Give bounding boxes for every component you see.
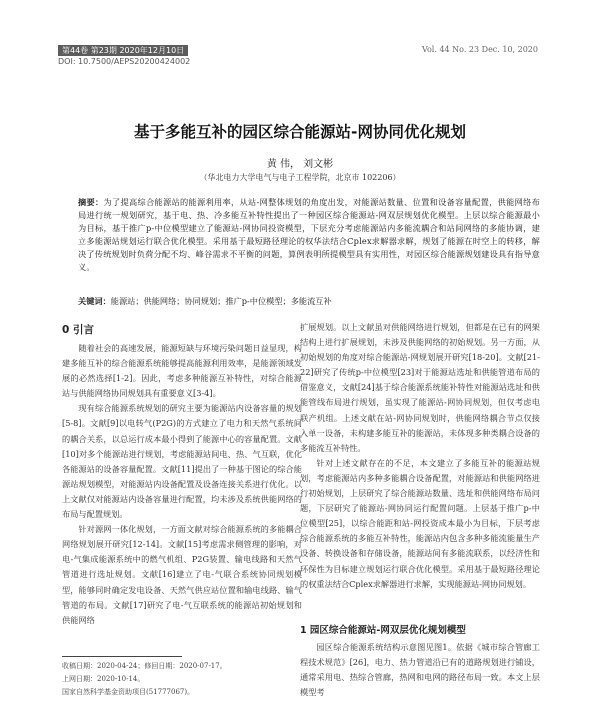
affiliation: （华北电力大学电气与电子工程学院，北京市 102206）	[199, 173, 401, 182]
abstract-text: 为了提高综合能源站的能源利用率，从站-网整体规划的角度出发，对能源站数量、位置和设备容量配置，供能网络布局进行统一规划研究，基于电、热、冷多能互补特性提出了一种园区综合能源站-网双层规划优化模型。上层以综合能源最小为目标，基于推广p-中位模型建立了能源站-网协同投资模型，下层充分考虑能源站内多能流耦合和站间网络的多能协调，建立多能源站规划运行联合优化模型。采用基于最短路径理论的权华法结合Cplex求解器求解，规划了能源在时空上的转移，解决了传统规划时负荷分配不均、峰谷需求不平衡的问题，算例表明所提模型具有实用性，对园区综合能源规划建设具有指导意义。	[78, 197, 541, 272]
journal-header	[58, 45, 190, 67]
right-column	[300, 320, 540, 592]
paper-title: 基于多能互补的园区综合能源站-网协同优化规划	[134, 123, 466, 141]
section-1-body	[300, 640, 540, 700]
left-column	[62, 341, 302, 628]
paragraph: 针对源网一体化规划，一方面文献对综合能源系统的多能耦合网络规划展开研究[12-14]。文献[15]考虑需求侧管理的影响，对电-气集成能源系统中的燃气机组、P2G装置、输电线路和天然气管道进行选址规划。文献[16]建立了电-气联合系统协同规划模型，能够同时确定发电设备、天然气供应站位置和输电线路、输气管道的布局。文献[17]研究了电-气互联系统的能源站初始规划和供能网络	[62, 524, 302, 625]
paragraph: 扩展规划。以上文献虽对供能网络进行规划，但都是在已有的网架结构上进行扩展规划，未涉及供能网络的初始规划。另一方面，从初始规划的角度对综合能源站-网规划展开研究[18-20]。文献[21-22]研究了传统p-中位模型[23]对于能源站选址和供能管道布局的借鉴意义，文献[24]基于综合能源系统能补特性对能源站选址和供能管线布局进行规划，虽实现了能源站-网协同规划，但仅考虑电联产机组。上述文献在站-网协同规划时，供能网络耦合节点仅接入单一设备，未构建多能互补的能源站，未体现多种类耦合设备的多能流互补特性。	[300, 322, 540, 453]
abstract	[78, 196, 540, 274]
footnote-online: 上网日期：2020-10-14。	[62, 675, 145, 683]
volume-info: Vol. 44 No. 23 Dec. 10, 2020	[421, 45, 538, 54]
footnote-received: 收稿日期：2020-04-24；修回日期：2020-07-17。	[62, 662, 227, 670]
issue-badge: 第44卷 第23期 2020年12月10日	[58, 45, 188, 56]
paragraph: 园区综合能源系统结构示意图见图1。依据《城市综合管廊工程技术规范》[26]，电力、热力管道沿已有的道路规划进行铺设，通常采用电、热综合管廊，热网和电网的路径布局一致。本文上层模型考	[300, 642, 540, 698]
paragraph: 随着社会的高速发展，能源短缺与环境污染问题日益显现，构建多能互补的综合能源系统能够提高能源利用效率，是能源领域发展的必然选择[1-2]。因此，考虑多种能源互补特性，对综合能源站与供能网络协同规划具有重要意义[3-4]。	[62, 343, 302, 399]
abstract-label: 摘要：	[78, 197, 104, 207]
section-1-heading: 1 园区综合能源站-网双层优化规划模型	[300, 625, 466, 636]
intro-heading: 0 引言	[62, 324, 94, 336]
paragraph: 针对上述文献存在的不足，本文建立了多能互补的能源站规划，考虑能源站内多种多能耦合设备配置，对能源站和供能网络进行初始规划，上层研究了综合能源站数量、选址和供能网络布局问题，下层研究了能源站-网协同运行配置问题。上层基于推广p-中位模型[25]，以综合能距和站-网投资成本最小为目标，下层考虑综合能源系统的多能互补特性，能源站内包含多种多能流能量生产设备、转换设备和存储设备，能源站间有多能流联系，以经济性和环保性为目标建立规划运行联合优化模型。采用基于最短路径理论的权重法结合Cplex求解器进行求解，实现能源站-网协同规划。	[300, 457, 540, 589]
paragraph: 现有综合能源系统规划的研究主要为能源站内设备容量的规划[5-8]。文献[9]以电转气(P2G)的方式建立了电力和天然气系统间的耦合关系，以总运行成本最小得到了能源中心的容量配置。文献[10]对多个能源站进行规划，考虑能源站间电、热、气互联，优化各能源站的设备容量配置。文献[11]提出了一种基于图论的综合能源站规划模型，对能源站内设备配置及设备连接关系进行优化。以上文献仅对能源站内设备容量进行配置，均未涉及系统供能网络的布局与配置规划。	[62, 403, 302, 520]
footnote-divider	[62, 656, 182, 657]
keywords	[78, 295, 540, 308]
keywords-text: 能源站；供能网络；协同规划；推广p-中位模型；多能流互补	[110, 296, 332, 306]
footnote-funding: 国家自然科学基金资助项目(51777067)。	[62, 688, 195, 696]
keywords-label: 关键词：	[78, 296, 111, 306]
authors: 黄 伟， 刘文彬	[266, 159, 334, 170]
doi[interactable]: DOI: 10.7500/AEPS20200424002	[58, 57, 191, 66]
footnotes	[62, 660, 227, 699]
